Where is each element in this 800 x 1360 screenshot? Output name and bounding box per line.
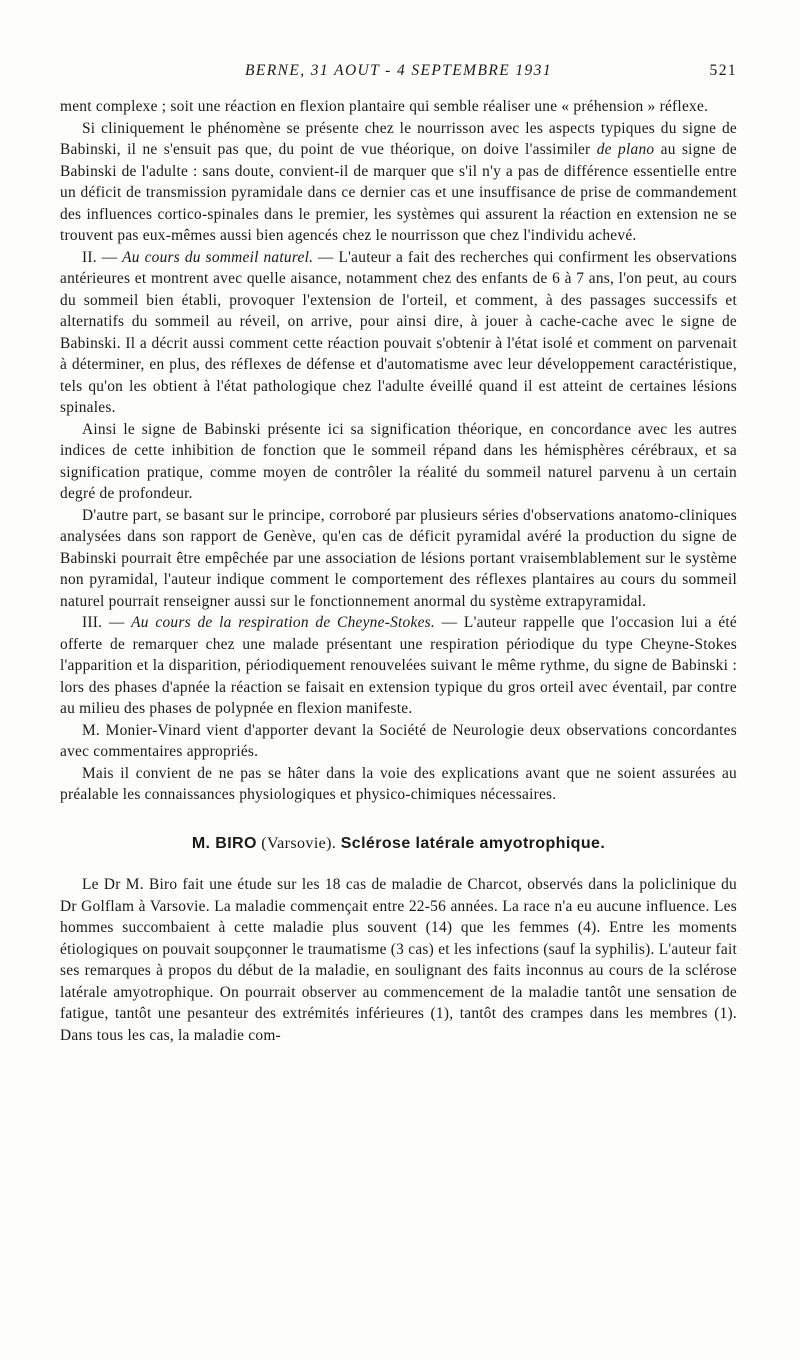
section-heading <box>60 833 737 855</box>
heading-author: M. BIRO <box>191 834 257 852</box>
paragraph-de-plano <box>60 118 737 247</box>
section-iii-title: Au cours de la respiration de Cheyne-Stokes. <box>131 614 436 631</box>
section-ii-label: II. — <box>82 248 118 266</box>
paragraph: M. Monier-Vinard vient d'apporter devant la Société de Neurologie deux observations concordantes avec commentaires appropriés. <box>60 721 737 760</box>
body-text <box>60 96 737 1046</box>
paragraph: Ainsi le signe de Babinski présente ici sa signification théorique, en concordance avec les autres indices de cette inhibition de fonction que le sommeil répand dans les hémisphères cérébraux, et sa signification pratique, comme moyen de contrôler la réalité du sommeil naturel parvenu à un certain degré de profondeur. <box>60 420 737 502</box>
latin-phrase: de plano <box>596 141 655 158</box>
section-iii-text: — L'auteur rappelle que l'occasion lui a été offerte de remarquer chez une malade présentant une respiration périodique du type Cheyne-Stokes l'apparition et la disparition, périodiquement renouvelées suivant le même rythme, du signe de Babinski : lors des phases d'apnée la réaction se faisait en extension typique du gros orteil avec éventail, par contre au milieu des phases de polypnée en flexion manifeste. <box>60 614 738 717</box>
paragraph-text: Si cliniquement le phénomène se présente chez le nourrisson avec les aspects typiques du signe de Babinski, il ne s'ensuit pas que, du point de vue théorique, on doive l'assimiler de plano au signe de Babinski de l'adulte : sans doute, convient-il de marquer que s'il n'y a pas de différence essentielle entre un déficit de transmission pyramidale dans ce dernier cas et une insuffisance de prise de commandement des influences cortico-spinales dans le premier, les systèmes qui assurent la réaction en extension ne se trouvent pas eux-mêmes aussi bien agencés chez le nourrisson que chez l'individu achevé. <box>60 119 737 244</box>
page-number: 521 <box>709 62 737 79</box>
running-head <box>60 62 737 86</box>
running-head-title: BERNE, 31 AOUT - 4 SEPTEMBRE 1931 <box>245 62 552 79</box>
section-iii-label: III. — <box>82 614 125 631</box>
paragraph: D'autre part, se basant sur le principe, corroboré par plusieurs séries d'observations anatomo-cliniques analysées dans son rapport de Genève, qu'en cas de déficit pyramidal avéré la production du signe de Babinski pourrait être empêchée par une association de lésions portant vraisemblablement sur le système non pyramidal, l'auteur indique comment le comportement des réflexes plantaires au cours du sommeil naturel pourrait renseigner aussi sur le fonctionnement anormal du système extrapyramidal. <box>60 506 737 610</box>
section-ii-text: — L'auteur a fait des recherches qui confirment les observations antérieures et montrent avec quelle aisance, notamment chez des enfants de 6 à 7 ans, l'on peut, au cours du sommeil bien établi, provoquer l'extension de l'orteil, et comment, à des passages successifs et alternatifs du sommeil au réveil, on arrive, pour ainsi dire, à jouer à cache-cache avec le signe de Babinski. Il a décrit aussi comment cette réaction pouvait s'obtenir à l'état isolé et comment on parvenait à déterminer, en plus, des réflexes de défense et d'automatisme avec leur développement caractéristique, tels qu'on les obtient à l'état pathologique chez l'adulte éveillé quand il est atteint de certaines lésions spinales. <box>60 248 737 416</box>
heading-place: (Varsovie). <box>261 834 337 852</box>
section-ii <box>60 247 737 419</box>
heading-title: Sclérose latérale amyotrophique. <box>340 834 606 852</box>
paragraph: ment complexe ; soit une réaction en flexion plantaire qui semble réaliser une « préhension » réflexe. <box>60 98 709 115</box>
section-ii-title: Au cours du sommeil naturel. <box>122 248 314 266</box>
section-iii <box>60 612 737 720</box>
paragraph: Mais il convient de ne pas se hâter dans la voie des explications avant que ne soient assurées au préalable les connaissances physiologiques et physico-chimiques nécessaires. <box>60 764 737 803</box>
paragraph: Le Dr M. Biro fait une étude sur les 18 cas de maladie de Charcot, observés dans la policlinique du Dr Golflam à Varsovie. La maladie commençait entre 22-56 années. La race n'a eu aucune influence. Les hommes succombaient à cette maladie plus souvent (14) que les femmes (4). Entre les moments étiologiques on pouvait soupçonner le traumatisme (3 cas) et les infections (sauf la syphilis). L'auteur fait ses remarques à propos du début de la maladie, en soulignant des faits inconnus au cours de la sclérose latérale amyotrophique. On pourrait observer au commencement de la maladie tantôt une sensation de fatigue, tantôt une pesanteur des extrémités inférieures (1), tantôt des crampes dans les membres (1). Dans tous les cas, la maladie com- <box>60 876 737 1044</box>
